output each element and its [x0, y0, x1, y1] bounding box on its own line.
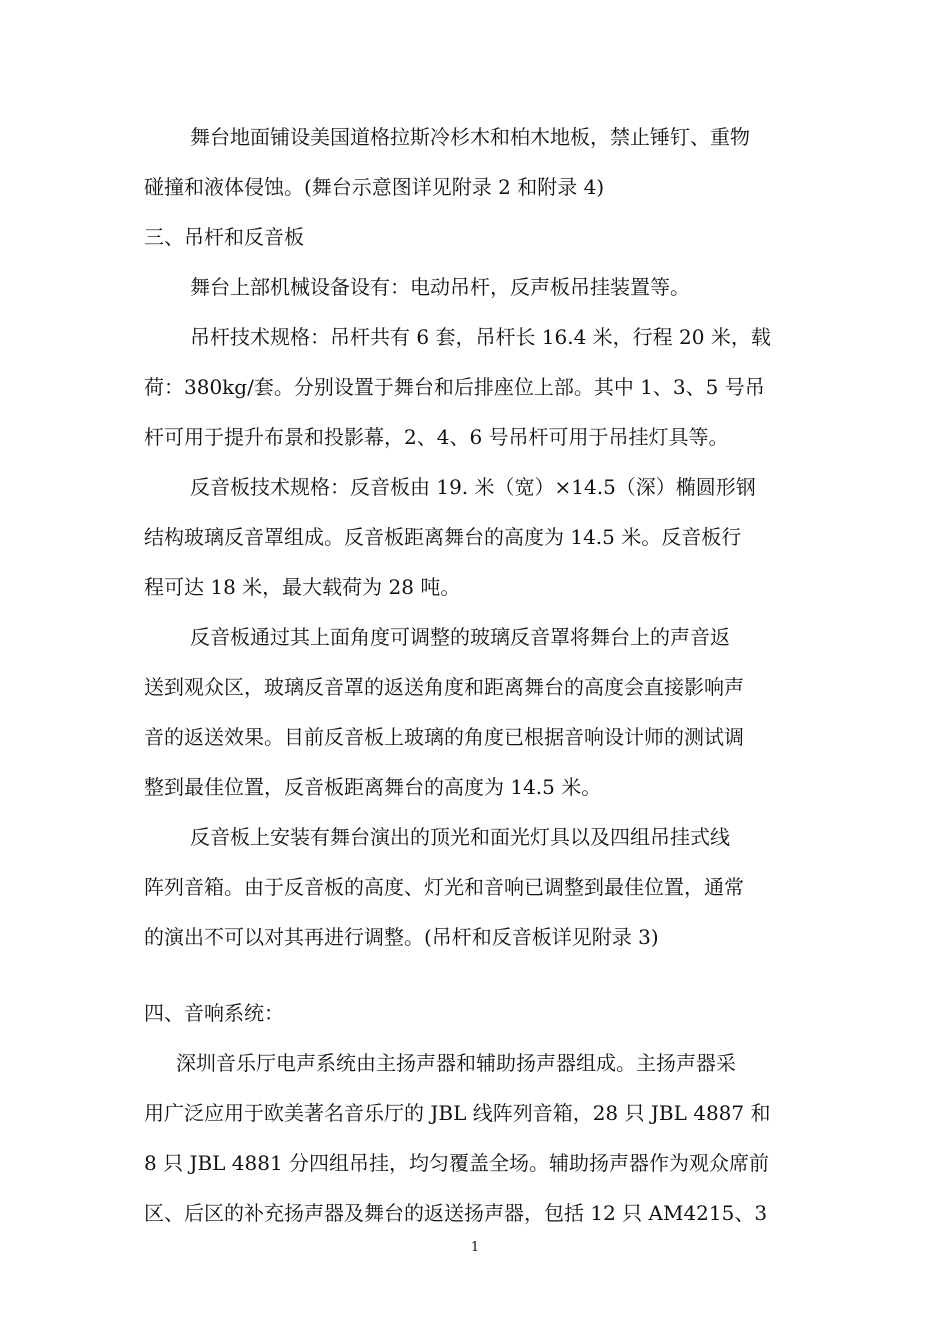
text-line: 8 只 JBL 4881 分四组吊挂，均匀覆盖全场。辅助扬声器作为观众席前 [144, 1151, 770, 1175]
text-line: 杆可用于提升布景和投影幕，2、4、6 号吊杆可用于吊挂灯具等。 [144, 425, 729, 449]
text-line: 的演出不可以对其再进行调整。(吊杆和反音板详见附录 3) [144, 925, 659, 949]
section-heading-sound-system: 四、音响系统： [144, 1001, 284, 1025]
text-line: 反音板通过其上面角度可调整的玻璃反音罩将舞台上的声音返 [190, 625, 730, 649]
text-line: 荷：380kg/套。分别设置于舞台和后排座位上部。其中 1、3、5 号吊 [144, 375, 765, 399]
paragraph-reflector-equipment [144, 812, 810, 962]
text-line: 送到观众区，玻璃反音罩的返送角度和距离舞台的高度会直接影响声 [144, 675, 744, 699]
text-line: 碰撞和液体侵蚀。(舞台示意图详见附录 2 和附录 4) [144, 175, 605, 199]
paragraph-reflector-spec [144, 462, 810, 612]
section-heading-fly-bars: 三、吊杆和反音板 [144, 225, 304, 249]
text-line: 程可达 18 米，最大载荷为 28 吨。 [144, 575, 461, 599]
spacer [144, 962, 810, 988]
document-body [144, 112, 810, 1238]
text-line: 反音板技术规格：反音板由 19. 米（宽）×14.5（深）椭圆形钢 [190, 475, 756, 499]
text-line: 深圳音乐厅电声系统由主扬声器和辅助扬声器组成。主扬声器采 [176, 1051, 736, 1075]
paragraph-reflector-function [144, 612, 810, 812]
text-line: 反音板上安装有舞台演出的顶光和面光灯具以及四组吊挂式线 [190, 825, 730, 849]
text-line: 用广泛应用于欧美著名音乐厅的 JBL 线阵列音箱，28 只 JBL 4887 和 [144, 1101, 771, 1125]
text-line: 吊杆技术规格：吊杆共有 6 套，吊杆长 16.4 米，行程 20 米，载 [190, 325, 771, 349]
text-line: 阵列音箱。由于反音板的高度、灯光和音响已调整到最佳位置，通常 [144, 875, 744, 899]
text-line: 舞台上部机械设备设有：电动吊杆，反声板吊挂装置等。 [190, 275, 690, 299]
page-number: 1 [470, 1240, 480, 1255]
text-line: 整到最佳位置，反音板距离舞台的高度为 14.5 米。 [144, 775, 602, 799]
paragraph-stage-floor [144, 112, 810, 212]
text-line: 区、后区的补充扬声器及舞台的返送扬声器，包括 12 只 AM4215、3 [144, 1201, 768, 1225]
paragraph-upper-machinery [144, 262, 810, 312]
paragraph-sound-system [144, 1038, 810, 1238]
text-line: 结构玻璃反音罩组成。反音板距离舞台的高度为 14.5 米。反音板行 [144, 525, 742, 549]
text-line: 舞台地面铺设美国道格拉斯冷杉木和柏木地板，禁止锤钉、重物 [190, 125, 750, 149]
paragraph-fly-bar-spec [144, 312, 810, 462]
text-line: 音的返送效果。目前反音板上玻璃的角度已根据音响设计师的测试调 [144, 725, 744, 749]
